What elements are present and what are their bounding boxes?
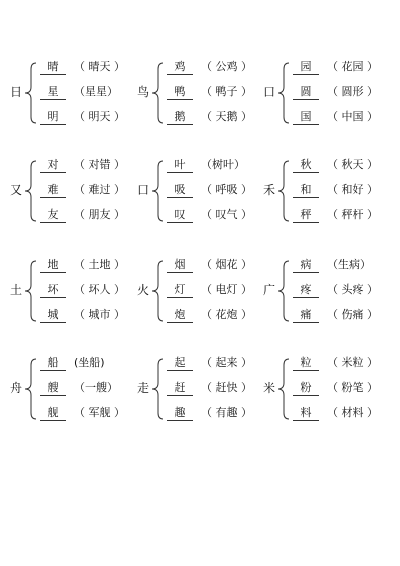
entry-row xyxy=(167,60,252,74)
entry-row xyxy=(293,406,378,420)
entry-char: 船 xyxy=(40,356,66,371)
entry-word: （ 秋天 ） xyxy=(327,158,378,171)
entry-row xyxy=(40,381,118,395)
entry-row xyxy=(167,381,252,395)
entry-row xyxy=(40,258,125,272)
entry-word: （树叶） xyxy=(201,158,245,171)
entry-row xyxy=(40,356,105,370)
entry-row xyxy=(40,283,125,297)
entry-word: （ 花炮 ） xyxy=(201,308,252,321)
entry-row xyxy=(293,110,378,124)
entry-word: （ 晴天 ） xyxy=(74,60,125,73)
entry-row xyxy=(293,381,378,395)
entry-word: （ 有趣 ） xyxy=(201,406,252,419)
entry-word: （ 粉笔 ） xyxy=(327,381,378,394)
entry-word: （ 叹气 ） xyxy=(201,208,252,221)
brace xyxy=(149,158,165,224)
entry-char: 坏 xyxy=(40,283,66,298)
entry-char: 对 xyxy=(40,158,66,173)
entry-char: 灯 xyxy=(167,283,193,298)
radical-group xyxy=(137,60,267,140)
entry-char: 秋 xyxy=(293,158,319,173)
entry-char: 料 xyxy=(293,406,319,421)
radical-label: 口 xyxy=(137,183,150,197)
entry-row xyxy=(40,208,125,222)
entry-char: 鹅 xyxy=(167,110,193,125)
entry-word: （ 军舰 ） xyxy=(74,406,125,419)
brace xyxy=(275,356,291,422)
entry-char: 友 xyxy=(40,208,66,223)
entry-row xyxy=(40,308,125,322)
brace xyxy=(275,158,291,224)
entry-row xyxy=(167,356,252,370)
entry-row xyxy=(167,308,252,322)
radical-group xyxy=(10,258,140,338)
entry-char: 赶 xyxy=(167,381,193,396)
entry-char: 舰 xyxy=(40,406,66,421)
entry-word: （ 难过 ） xyxy=(74,183,125,196)
entry-word: （ 公鸡 ） xyxy=(201,60,252,73)
radical-label: 火 xyxy=(137,283,150,297)
entry-row xyxy=(293,308,378,322)
radical-group xyxy=(263,60,393,140)
entry-char: 圆 xyxy=(293,85,319,100)
entry-char: 明 xyxy=(40,110,66,125)
entry-word: （ 中国 ） xyxy=(327,110,378,123)
entry-char: 星 xyxy=(40,85,66,100)
entry-row xyxy=(40,110,125,124)
entry-char: 粒 xyxy=(293,356,319,371)
brace xyxy=(149,356,165,422)
entry-row xyxy=(293,283,378,297)
entry-row xyxy=(293,208,378,222)
radical-label: 口 xyxy=(263,85,276,99)
entry-char: 疼 xyxy=(293,283,319,298)
radical-label: 走 xyxy=(137,381,150,395)
entry-row xyxy=(40,183,125,197)
brace xyxy=(275,258,291,324)
entry-row xyxy=(167,258,252,272)
radical-label: 广 xyxy=(263,283,276,297)
entry-char: 国 xyxy=(293,110,319,125)
entry-row xyxy=(40,158,125,172)
entry-word: （生病） xyxy=(327,258,371,271)
brace xyxy=(275,60,291,126)
entry-char: 难 xyxy=(40,183,66,198)
entry-row xyxy=(293,183,378,197)
radical-label: 又 xyxy=(10,183,23,197)
entry-row xyxy=(167,283,252,297)
entry-word: （ 米粒 ） xyxy=(327,356,378,369)
entry-char: 趣 xyxy=(167,406,193,421)
radical-group xyxy=(263,356,393,436)
entry-row xyxy=(293,356,378,370)
entry-word: （ 头疼 ） xyxy=(327,283,378,296)
radical-label: 日 xyxy=(10,85,23,99)
entry-char: 艘 xyxy=(40,381,66,396)
entry-word: （星星） xyxy=(74,85,118,98)
entry-word: （ 伤痛 ） xyxy=(327,308,378,321)
radical-group xyxy=(137,356,267,436)
entry-char: 晴 xyxy=(40,60,66,75)
entry-word: （ 起来 ） xyxy=(201,356,252,369)
entry-row xyxy=(293,158,378,172)
entry-row xyxy=(293,258,371,272)
radical-group xyxy=(263,158,393,238)
entry-char: 鸭 xyxy=(167,85,193,100)
entry-char: 地 xyxy=(40,258,66,273)
brace xyxy=(22,258,38,324)
brace xyxy=(22,60,38,126)
entry-word: （ 明天 ） xyxy=(74,110,125,123)
entry-row xyxy=(167,406,252,420)
entry-row xyxy=(167,208,252,222)
entry-char: 园 xyxy=(293,60,319,75)
entry-row xyxy=(167,85,252,99)
entry-word: （ 和好 ） xyxy=(327,183,378,196)
brace xyxy=(149,60,165,126)
radical-group xyxy=(263,258,393,338)
entry-word: （ 秤杆 ） xyxy=(327,208,378,221)
entry-char: 鸡 xyxy=(167,60,193,75)
entry-word: （ 电灯 ） xyxy=(201,283,252,296)
entry-char: 起 xyxy=(167,356,193,371)
entry-char: 痛 xyxy=(293,308,319,323)
radical-group xyxy=(10,356,140,436)
entry-row xyxy=(40,406,125,420)
entry-row xyxy=(293,85,378,99)
radical-label: 米 xyxy=(263,381,276,395)
entry-char: 城 xyxy=(40,308,66,323)
brace xyxy=(22,158,38,224)
radical-group xyxy=(10,158,140,238)
entry-word: （ 呼吸 ） xyxy=(201,183,252,196)
entry-word: （ 朋友 ） xyxy=(74,208,125,221)
brace xyxy=(149,258,165,324)
radical-group xyxy=(10,60,140,140)
entry-char: 秤 xyxy=(293,208,319,223)
entry-row xyxy=(167,183,252,197)
entry-row xyxy=(167,110,252,124)
radical-label: 土 xyxy=(10,283,23,297)
entry-char: 病 xyxy=(293,258,319,273)
brace xyxy=(22,356,38,422)
entry-word: （ 烟花 ） xyxy=(201,258,252,271)
entry-row xyxy=(293,60,378,74)
radical-label: 舟 xyxy=(10,381,23,395)
entry-word: （ 赶快 ） xyxy=(201,381,252,394)
entry-word: （一艘） xyxy=(74,381,118,394)
entry-char: 烟 xyxy=(167,258,193,273)
entry-word: （ 花园 ） xyxy=(327,60,378,73)
entry-row xyxy=(40,60,125,74)
radical-group xyxy=(137,158,267,238)
entry-char: 粉 xyxy=(293,381,319,396)
entry-word: （ 城市 ） xyxy=(74,308,125,321)
entry-char: 叶 xyxy=(167,158,193,173)
entry-row xyxy=(40,85,118,99)
radical-label: 禾 xyxy=(263,183,276,197)
entry-char: 和 xyxy=(293,183,319,198)
entry-word: （ 鸭子 ） xyxy=(201,85,252,98)
radical-label: 鸟 xyxy=(137,85,150,99)
entry-word: （ 天鹅 ） xyxy=(201,110,252,123)
entry-word: （ 圆形 ） xyxy=(327,85,378,98)
entry-char: 叹 xyxy=(167,208,193,223)
entry-word: （ 坏人 ） xyxy=(74,283,125,296)
entry-word: (坐船) xyxy=(74,356,105,369)
entry-char: 炮 xyxy=(167,308,193,323)
entry-word: （ 对错 ） xyxy=(74,158,125,171)
radical-group xyxy=(137,258,267,338)
entry-word: （ 材料 ） xyxy=(327,406,378,419)
entry-word: （ 土地 ） xyxy=(74,258,125,271)
entry-row xyxy=(167,158,245,172)
entry-char: 吸 xyxy=(167,183,193,198)
